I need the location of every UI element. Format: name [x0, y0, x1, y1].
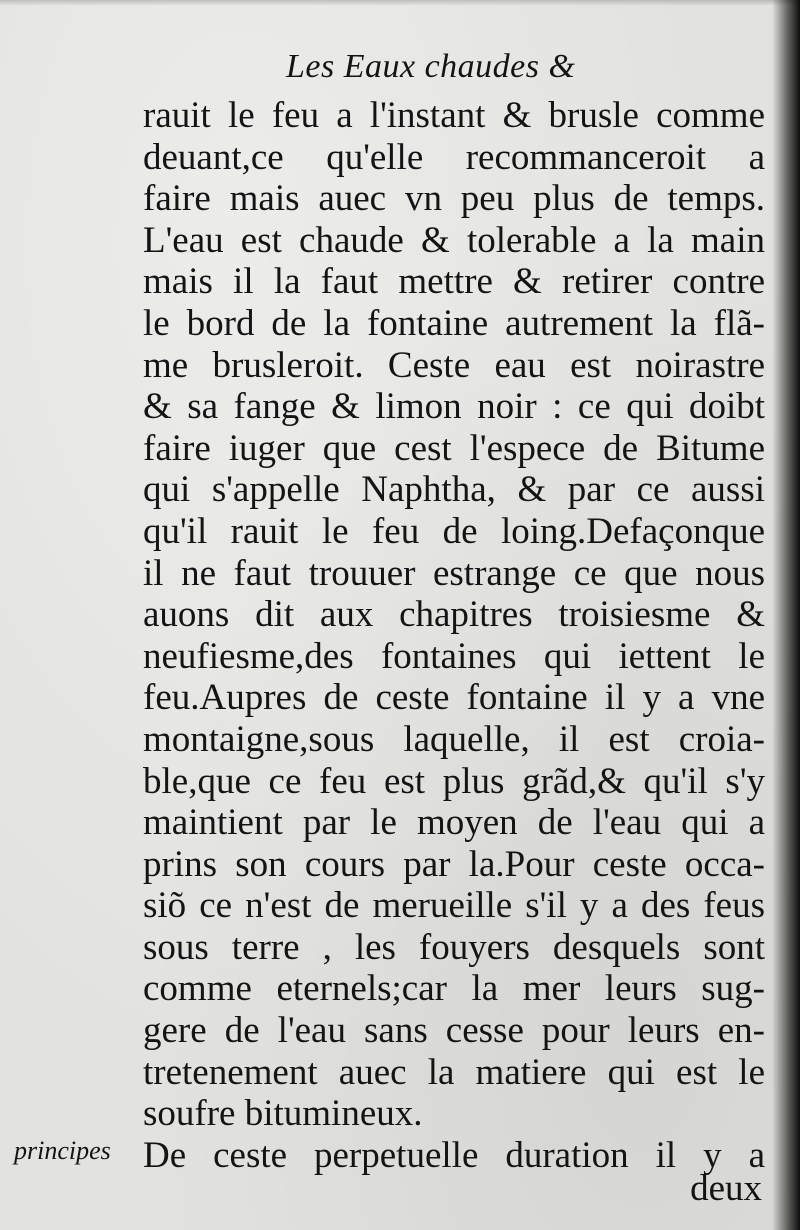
text-line: gere de l'eau sans cesse pour leurs en- — [143, 1010, 765, 1052]
text-line: tretenement auec la matiere qui est le — [143, 1051, 765, 1093]
text-line: L'eau est chaude & tolerable a la main — [143, 219, 765, 261]
text-line: & sa fange & limon noir : ce qui doibt — [143, 386, 765, 428]
text-line: De ceste perpetuelle duration il y a — [143, 1134, 765, 1176]
text-line: qui s'appelle Naphtha, & par ce aussi — [143, 469, 765, 511]
text-line: faire mais auec vn peu plus de temps. — [143, 178, 765, 220]
text-line: il ne faut trouuer estrange ce que nous — [143, 552, 765, 594]
text-line: sous terre , les fouyers desquels sont — [143, 926, 765, 968]
text-line: maintient par le moyen de l'eau qui a — [143, 802, 765, 844]
body-text — [143, 95, 765, 1176]
text-line: deuant,ce qu'elle recommanceroit a — [143, 136, 765, 178]
text-line: le bord de la fontaine autrement la flã- — [143, 302, 765, 344]
text-line: mais il la faut mettre & retirer contre — [143, 261, 765, 303]
text-line: me brusleroit. Ceste eau est noirastre — [143, 344, 765, 386]
catchword: deux — [690, 1168, 762, 1209]
text-line: prins son cours par la.Pour ceste occa- — [143, 843, 765, 885]
text-line: montaigne,sous laquelle, il est croia- — [143, 718, 765, 760]
text-line: ble,que ce feu est plus grãd,& qu'il s'y — [143, 760, 765, 802]
page-top-shadow — [0, 0, 800, 6]
text-line: rauit le feu a l'instant & brusle comme — [143, 95, 765, 136]
running-head: Les Eaux chaudes & — [286, 48, 576, 85]
text-line: faire iuger que cest l'espece de Bitume — [143, 427, 765, 469]
text-line: siõ ce n'est de merueille s'il y a des feus — [143, 885, 765, 927]
text-line: feu.Aupres de ceste fontaine il y a vne — [143, 677, 765, 719]
text-line: neufiesme,des fontaines qui iettent le — [143, 635, 765, 677]
text-line: auons dit aux chapitres troisiesme & — [143, 594, 765, 636]
page-gutter-shadow — [772, 0, 800, 1230]
text-line: qu'il rauit le feu de loing.Defaçonque — [143, 510, 765, 552]
margin-note: principes — [14, 1136, 111, 1165]
text-line: soufre bitumineux. — [143, 1093, 423, 1135]
text-line: comme eternels;car la mer leurs sug- — [143, 968, 765, 1010]
